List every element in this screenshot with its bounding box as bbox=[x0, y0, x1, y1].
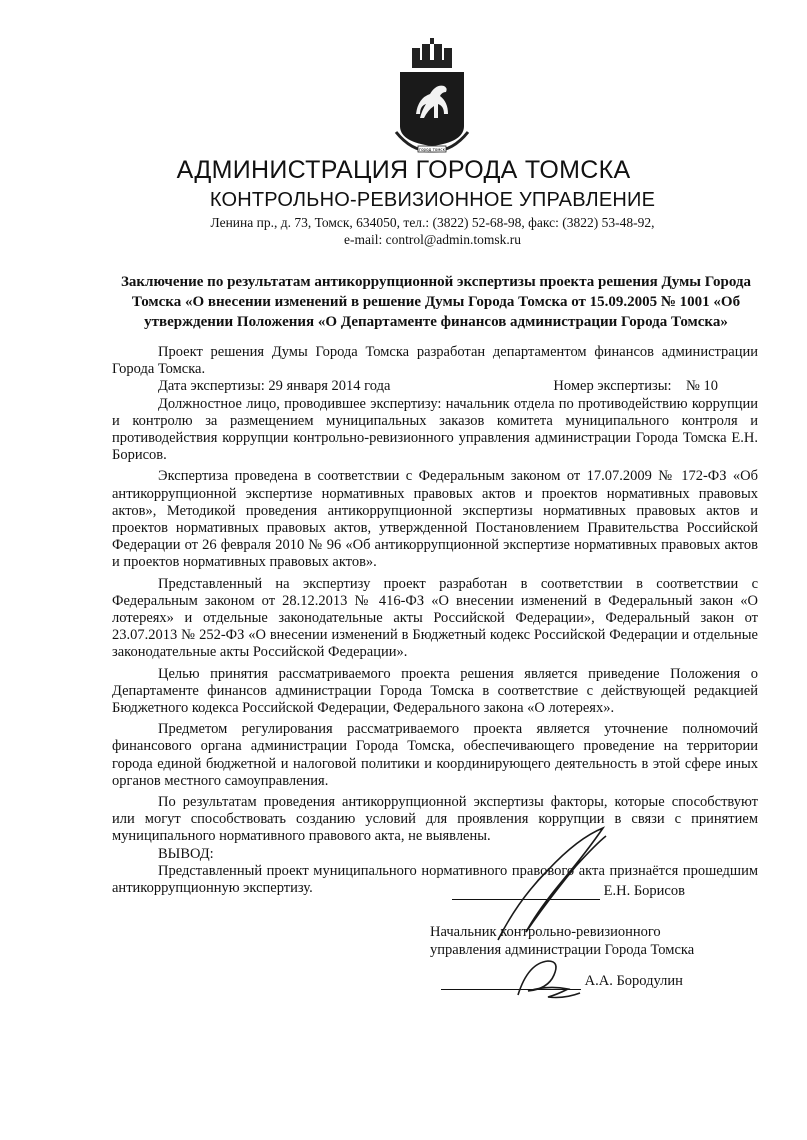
address-line: Ленина пр., д. 73, Томск, 634050, тел.: (3822) 52-68-98, факс: (3822) 53-48-92, bbox=[210, 215, 655, 230]
expertise-info-row bbox=[112, 378, 758, 395]
signer-position-line2: управления администрации Города Томска bbox=[430, 942, 695, 958]
paragraph-official: Должностное лицо, проводившее экспертизу: начальник отдела по противодействию коррупции и контролю за размещением муниципальных заказов комитета муниципального контроля и противодействия коррупции контрольно-ревизионного управления администрации Города Томска Е.Н. Борисов. bbox=[112, 395, 758, 464]
expertise-number-label: Номер экспертизы: bbox=[553, 378, 672, 395]
signer-position-line1: Начальник контрольно-ревизионного bbox=[430, 924, 661, 940]
document-title: Заключение по результатам антикоррупционной экспертизы проекта решения Думы Города Томска «О внесении изменений в решение Думы Города Томска от 15.09.2005 № 1001 «Об утверждении Положения «О Департаменте финансов администрации Города Томска» bbox=[121, 274, 751, 330]
signer-name-1: Е.Н. Борисов bbox=[603, 883, 685, 899]
signature-block-2 bbox=[441, 973, 683, 990]
email-line: e-mail: control@admin.tomsk.ru bbox=[343, 232, 522, 247]
expertise-number-value: № 10 bbox=[686, 378, 718, 395]
paragraph-draft-compliance: Представленный на экспертизу проект разработан в соответствии в соответствии с Федеральным законом от 28.12.2013 № 416-ФЗ «О внесении изменений в Федеральный закон «О лотереях» и отдельные законодательные акты Российской Федерации», Федеральный закон от 23.07.2013 № 252-ФЗ «О внесении изменений в Бюджетный кодекс Российской Федерации и отдельные законодательные акты Российской Федерации». bbox=[112, 575, 758, 661]
paragraph-subject: Предметом регулирования рассматриваемого проекта является уточнение полномочий финансового органа администрации Города Томска, обеспечивающего проведение на территории города единой бюджетной и налоговой политики и координирующего деятельность в этой сфере иных органов местного самоуправления. bbox=[112, 721, 758, 789]
signer-position bbox=[430, 923, 694, 959]
signer-name-2: А.А. Бородулин bbox=[584, 973, 683, 989]
signature-block-1 bbox=[452, 883, 685, 900]
department-name: КОНТРОЛЬНО-РЕВИЗИОННОЕ УПРАВЛЕНИЕ bbox=[209, 189, 656, 211]
paragraph-findings: По результатам проведения антикоррупционной экспертизы факторы, которые способствуют или могут способствовать созданию условий для проявления коррупции в связи с принятием муниципального нормативного правового акта, не выявлены. bbox=[112, 794, 758, 845]
paragraph-legal-basis: Экспертиза проведена в соответствии с Федеральным законом от 17.07.2009 № 172-ФЗ «Об антикоррупционной экспертизе нормативных правовых актов и проектов нормативных правовых актов», Методикой проведения антикоррупционной экспертизы нормативных правовых актов и проектов нормативных правовых актов, утвержденной Постановлением Правительства Российской Федерации от 26 февраля 2010 № 96 «Об антикоррупционной экспертизе нормативных правовых актов и проектов нормативных правовых актов». bbox=[112, 468, 758, 571]
document-body bbox=[112, 344, 758, 897]
paragraph-draft-origin: Проект решения Думы Города Томска разработан департаментом финансов администрации Города Томска. bbox=[112, 344, 758, 378]
paragraph-purpose: Целью принятия рассматриваемого проекта решения является приведение Положения о Департаменте финансов администрации Города Томска в соответствие с действующей редакцией Бюджетного кодекса Российской Федерации, Федерального закона «О лотереях». bbox=[112, 665, 758, 717]
emblem-motto: город томск bbox=[419, 147, 445, 152]
conclusion-label: ВЫВОД: bbox=[158, 845, 214, 862]
signature-line bbox=[452, 899, 600, 900]
paragraph-conclusion: Представленный проект муниципального нормативного правового акта признаётся прошедшим антикоррупционную экспертизу. bbox=[112, 862, 758, 897]
signature-line bbox=[441, 989, 581, 990]
organization-name: АДМИНИСТРАЦИЯ ГОРОДА ТОМСКА bbox=[176, 156, 631, 184]
expertise-number bbox=[553, 378, 758, 395]
tomsk-coat-of-arms-icon bbox=[392, 38, 472, 156]
expertise-date: Дата экспертизы: 29 января 2014 года bbox=[158, 378, 391, 395]
